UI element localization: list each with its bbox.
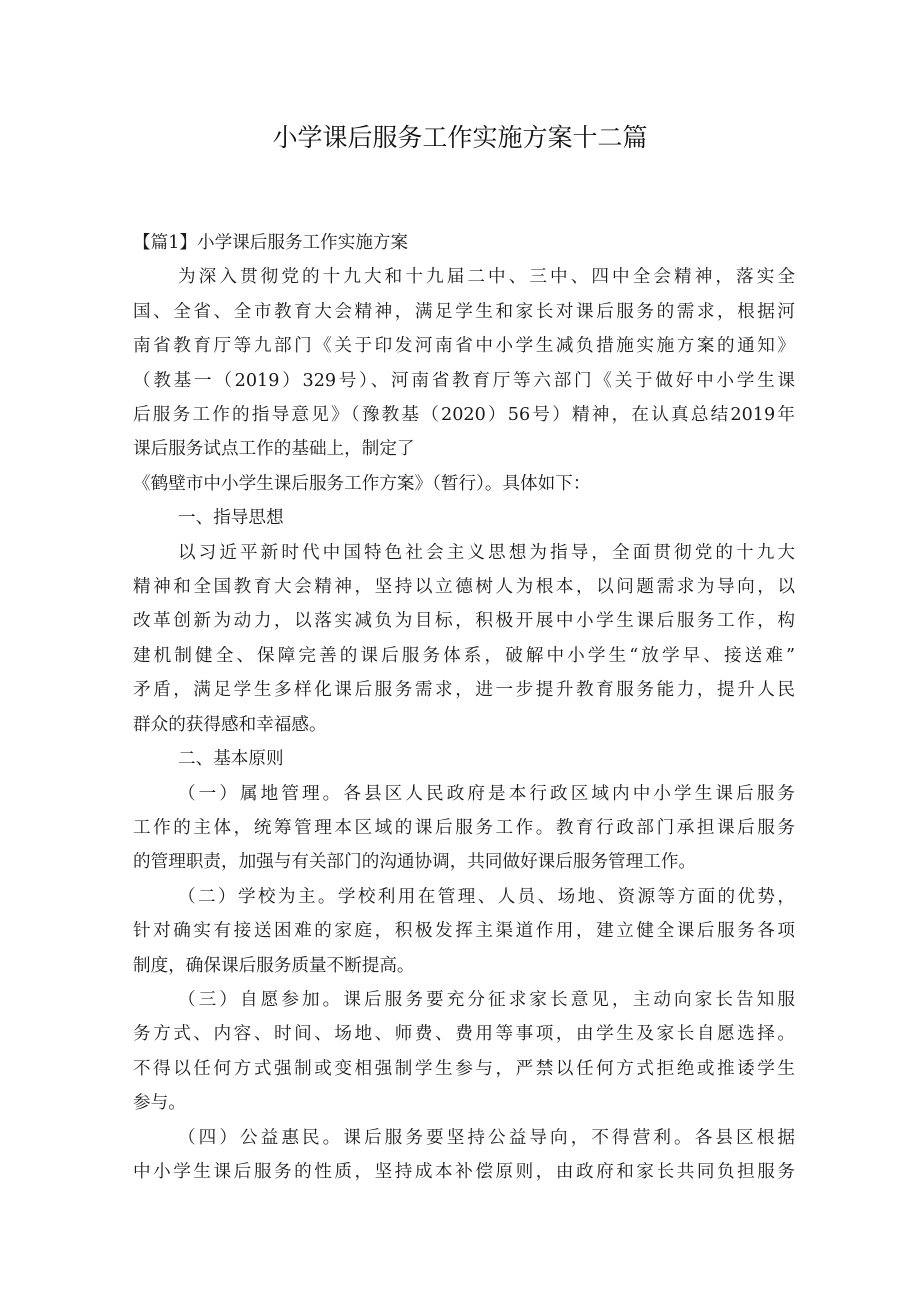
paragraph-line: 工作的主体，统筹管理本区域的课后服务工作。教育行政部门承担课后服务 [133, 817, 795, 838]
paragraph-line: 课后服务试点工作的基础上，制定了 [133, 439, 415, 460]
paragraph-line: 精神和全国教育大会精神，坚持以立德树人为根本，以问题需求为导向，以 [133, 577, 795, 598]
paragraph-line: 以习近平新时代中国特色社会主义思想为指导，全面贯彻党的十九大 [178, 542, 795, 563]
paragraph-line: 不得以任何方式强制或变相强制学生参与，严禁以任何方式拒绝或推诿学生 [133, 1058, 795, 1079]
paragraph-line: 群众的获得感和幸福感。 [133, 714, 327, 735]
paragraph-line: 《鹤壁市中小学生课后服务工作方案》（暂行）。具体如下： [133, 473, 591, 494]
paragraph-line: （二）学校为主。学校利用在管理、人员、场地、资源等方面的优势， [178, 886, 795, 907]
paragraph-line: 针对确实有接送困难的家庭，积极发挥主渠道作用，建立健全课后服务各项 [133, 921, 795, 942]
paragraph-line: 中小学生课后服务的性质，坚持成本补偿原则，由政府和家长共同负担服务 [133, 1161, 795, 1182]
paragraph-line: 改革创新为动力，以落实减负为目标，积极开展中小学生课后服务工作，构 [133, 611, 795, 632]
document-body [133, 226, 795, 1189]
paragraph-line: 为深入贯彻党的十九大和十九届二中、三中、四中全会精神，落实全 [178, 267, 795, 288]
paragraph-line: 制度，确保课后服务质量不断提高。 [133, 955, 415, 976]
paragraph-line: 矛盾，满足学生多样化课后服务需求，进一步提升教育服务能力，提升人民 [133, 680, 795, 701]
paragraph-line: 国、全省、全市教育大会精神，满足学生和家长对课后服务的需求，根据河 [133, 301, 795, 322]
paragraph-line: 的管理职责，加强与有关部门的沟通协调，共同做好课后服务管理工作。 [133, 852, 697, 873]
paragraph-line: （四）公益惠民。课后服务要坚持公益导向，不得营利。各县区根据 [178, 1127, 795, 1148]
paragraph-line: 参与。 [133, 1093, 186, 1114]
paragraph-line: 建机制健全、保障完善的课后服务体系，破解中小学生“放学早、接送难” [133, 645, 795, 666]
paragraph-line: （教基一（2019）329号）、河南省教育厅等六部门《关于做好中小学生课 [133, 370, 795, 391]
paragraph-line: （一）属地管理。各县区人民政府是本行政区域内中小学生课后服务 [178, 783, 795, 804]
section-heading: 一、指导思想 [178, 508, 284, 529]
paragraph-line: 务方式、内容、时间、场地、师费、费用等事项，由学生及家长自愿选择。 [133, 1024, 795, 1045]
paragraph-line: （三）自愿参加。课后服务要充分征求家长意见，主动向家长告知服 [178, 989, 795, 1010]
section-heading: 【篇1】小学课后服务工作实施方案 [133, 233, 409, 253]
section-heading: 二、基本原则 [178, 749, 284, 770]
document-title: 小学课后服务工作实施方案十二篇 [272, 123, 648, 152]
paragraph-line: 后服务工作的指导意见》（豫教基（2020）56号）精神，在认真总结2019年 [133, 405, 795, 426]
paragraph-line: 南省教育厅等九部门《关于印发河南省中小学生减负措施实施方案的通知》 [133, 336, 795, 357]
